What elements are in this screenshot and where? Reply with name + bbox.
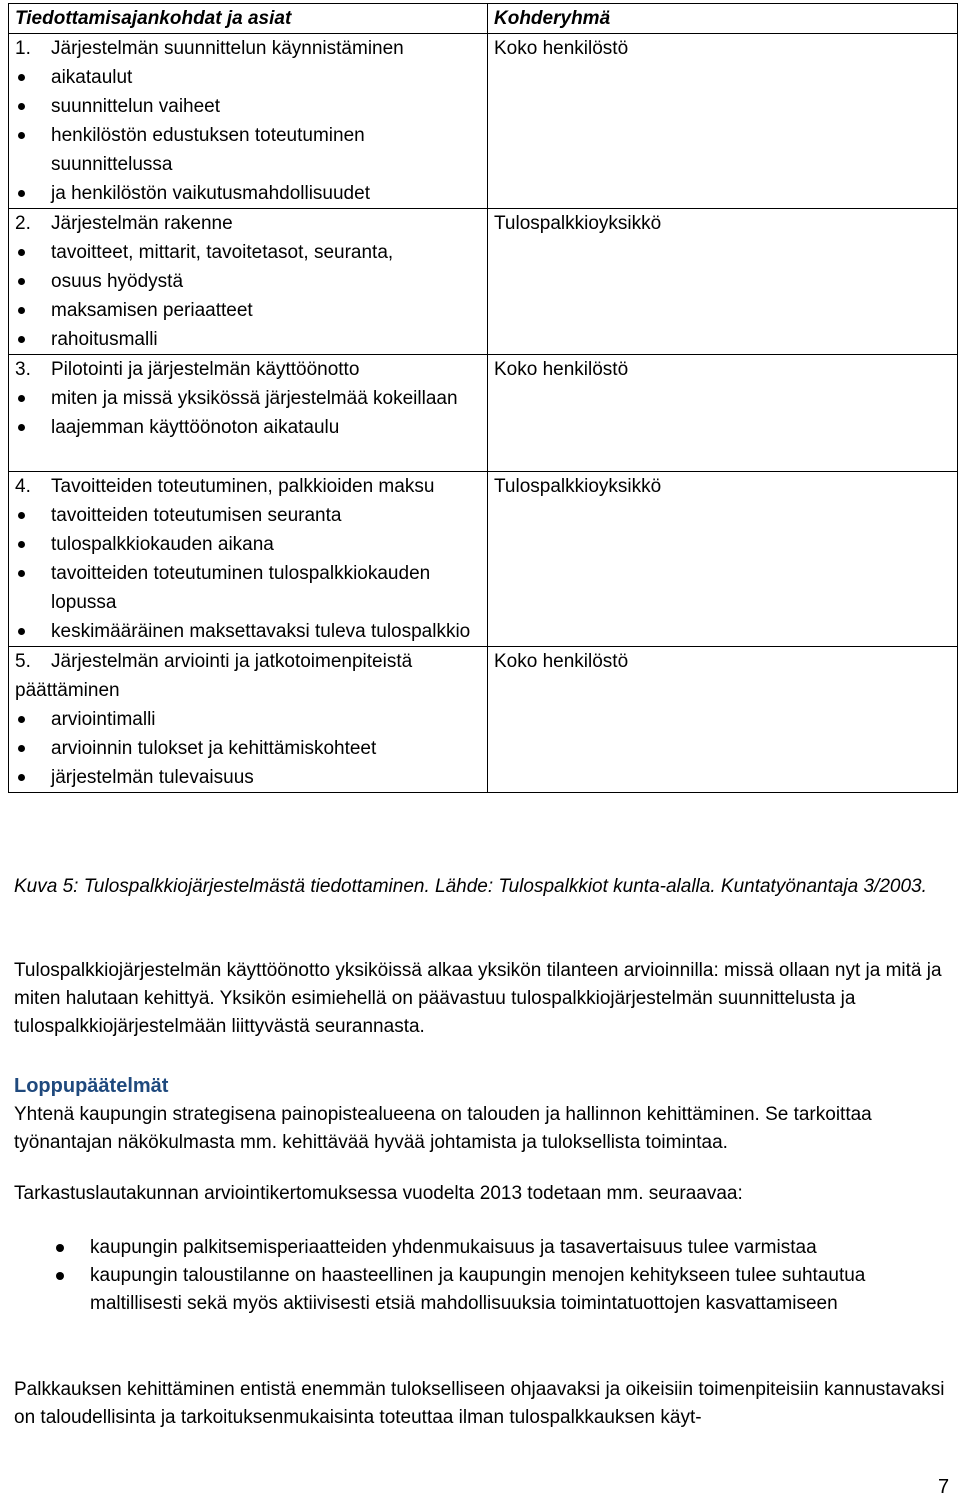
topic-heading: 1. Järjestelmän suunnittelun käynnistäminen [15,38,404,59]
list-item: keskimääräinen maksettavaksi tuleva tulospalkkio [15,617,481,646]
topic-bullets [15,63,481,208]
topic-bullets [15,238,481,354]
list-item: arviointimalli [15,705,481,734]
audience-cell: Tulospalkkioyksikkö [488,209,958,355]
audience-cell: Koko henkilöstö [488,355,958,472]
topic-heading: 5. Järjestelmän arviointi ja jatkotoimenpiteistä päättäminen [15,651,413,701]
table-row [9,355,958,472]
topic-cell [9,34,488,209]
list-item: laajemman käyttöönoton aikataulu [15,413,481,442]
body-paragraph: Palkkauksen kehittäminen entistä enemmän tulokselliseen ohjaavaksi ja oikeisiin toimenpiteisiin kannustavaksi on taloudellisinta ja tarkoituksenmukaisinta toteuttaa ilman tulospalkkauksen käyt- [14,1379,945,1428]
list-item: kaupungin taloustilanne on haasteellinen ja kaupungin menojen kehitykseen tulee suhtautua maltillisesti sekä myös aktiivisesti etsiä mahdollisuuksia toimintatuottojen kasvattamiseen [14,1262,944,1318]
audience-cell: Koko henkilöstö [488,647,958,793]
list-item: osuus hyödystä [15,267,481,296]
table-row [9,209,958,355]
topic-bullets [15,384,481,442]
section-heading: Loppupäätelmät [14,1075,169,1097]
body-paragraph: Tulospalkkiojärjestelmän käyttöönotto yksiköissä alkaa yksikön tilanteen arvioinnilla: missä ollaan nyt ja mitä ja miten halutaan kehittyä. Yksikön esimiehellä on päävastuu tulospalkkiojärjestelmän suunnittelusta ja tulospalkkiojärjestelmään liittyvästä seurannasta. [14,960,942,1037]
audience-cell: Tulospalkkioyksikkö [488,472,958,647]
topic-cell [9,355,488,472]
topic-cell [9,209,488,355]
table-row [9,34,958,209]
communication-table [8,3,958,793]
list-item: järjestelmän tulevaisuus [15,763,481,792]
list-item: aikataulut [15,63,481,92]
table-row [9,472,958,647]
column-header-topics: Tiedottamisajankohdat ja asiat [9,4,488,34]
list-item: tavoitteiden toteutuminen tulospalkkiokauden lopussa [15,559,481,617]
list-item: henkilöstön edustuksen toteutuminen suunnittelussa [15,121,481,179]
body-paragraph: Tarkastuslautakunnan arviointikertomuksessa vuodelta 2013 todetaan mm. seuraavaa: [14,1183,743,1204]
list-item: arvioinnin tulokset ja kehittämiskohteet [15,734,481,763]
topic-cell [9,472,488,647]
topic-cell [9,647,488,793]
topic-bullets [15,705,481,792]
list-item: miten ja missä yksikössä järjestelmää kokeillaan [15,384,481,413]
list-item: suunnittelun vaiheet [15,92,481,121]
list-item: tavoitteet, mittarit, tavoitetasot, seuranta, [15,238,481,267]
list-item: tavoitteiden toteutumisen seuranta [15,501,481,530]
column-header-audience: Kohderyhmä [488,4,958,34]
topic-heading: 2. Järjestelmän rakenne [15,213,233,234]
list-item: rahoitusmalli [15,325,481,354]
list-item: maksamisen periaatteet [15,296,481,325]
body-paragraph: Yhtenä kaupungin strategisena painopistealueena on talouden ja hallinnon kehittäminen. Se tarkoittaa työnantajan näkökulmasta mm. kehittävää hyvää johtamista ja tuloksellista toimintaa. [14,1104,872,1153]
list-item: tulospalkkiokauden aikana [15,530,481,559]
list-item: ja henkilöstön vaikutusmahdollisuudet [15,179,481,208]
figure-caption: Kuva 5: Tulospalkkiojärjestelmästä tiedottaminen. Lähde: Tulospalkkiot kunta-alalla. Kuntatyönantaja 3/2003. [14,876,927,897]
table-row [9,647,958,793]
findings-list [14,1234,944,1318]
page-number: 7 [938,1476,950,1498]
topic-bullets [15,501,481,646]
topic-heading: 4. Tavoitteiden toteutuminen, palkkioiden maksu [15,476,435,497]
topic-heading: 3. Pilotointi ja järjestelmän käyttöönotto [15,359,360,380]
table-header-row [9,4,958,34]
audience-cell: Koko henkilöstö [488,34,958,209]
list-item: kaupungin palkitsemisperiaatteiden yhdenmukaisuus ja tasavertaisuus tulee varmistaa [14,1234,944,1262]
